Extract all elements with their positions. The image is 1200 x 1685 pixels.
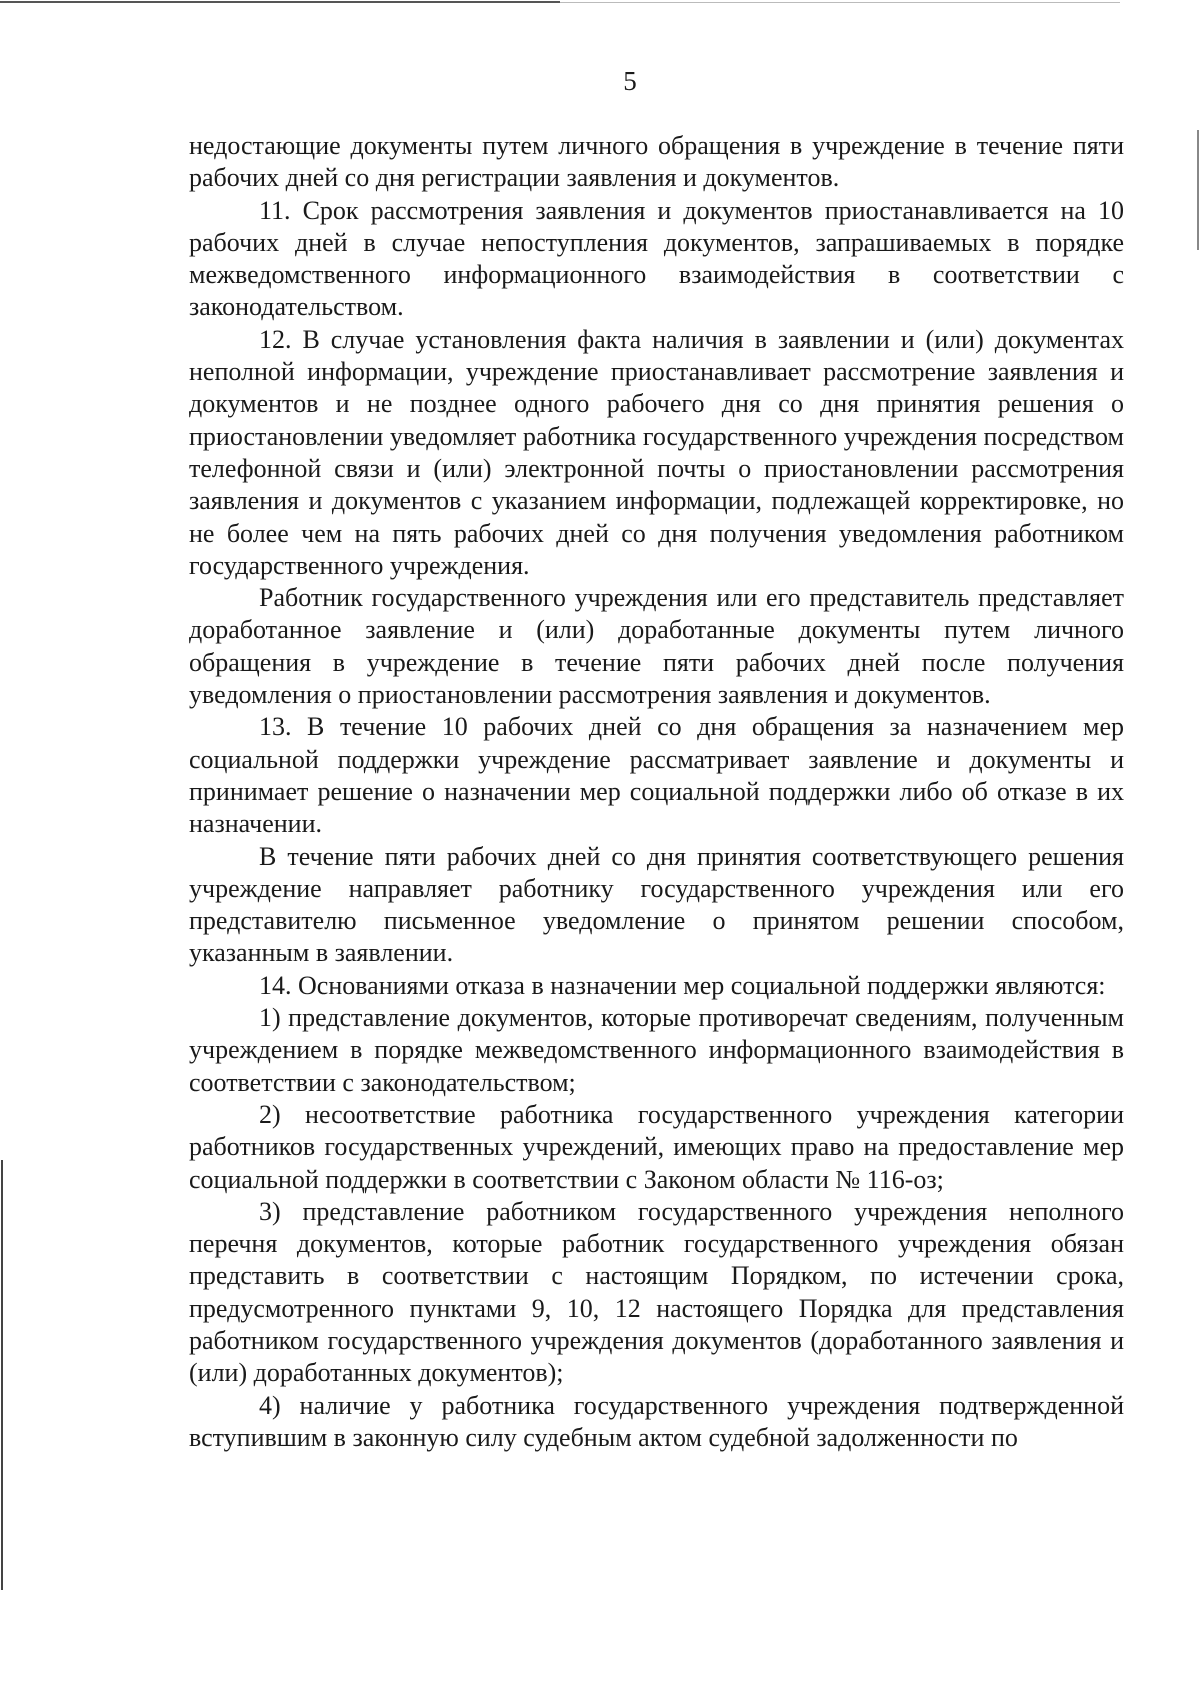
scan-edge-right bbox=[1197, 130, 1199, 250]
document-body bbox=[189, 130, 1124, 1454]
paragraph: Работник государственного учреждения или его представитель представляет доработанное заявление и (или) доработанные документы путем личного обращения в учреждение в течение пяти рабочих дней после получения уведомления о приостановлении рассмотрения заявления и документов. bbox=[189, 583, 1124, 710]
list-item: 1) представление документов, которые противоречат сведениям, полученным учреждением в порядке межведомственного информационного взаимодействия в соответствии с законодательством; bbox=[189, 1003, 1124, 1097]
list-item: 4) наличие у работника государственного учреждения подтвержденной вступившим в законную силу судебным актом судебной задолженности по bbox=[189, 1390, 1124, 1452]
paragraph: В течение пяти рабочих дней со дня принятия соответствующего решения учреждение направляет работнику государственного учреждения или его представителю письменное уведомление о принятом решении способом, указанным в заявлении. bbox=[189, 841, 1124, 968]
scan-edge-top bbox=[0, 1, 560, 3]
paragraph: недостающие документы путем личного обращения в учреждение в течение пяти рабочих дней со дня регистрации заявления и документов. bbox=[189, 131, 1124, 193]
scan-edge-left bbox=[1, 1160, 3, 1590]
scan-edge-top-faint bbox=[560, 2, 1120, 3]
list-item: 2) несоответствие работника государственного учреждения категории работников государственных учреждений, имеющих право на предоставление мер социальной поддержки в соответствии с Законом области № 116-оз; bbox=[189, 1099, 1124, 1194]
paragraph: 14. Основаниями отказа в назначении мер социальной поддержки являются: bbox=[259, 970, 1106, 1000]
page-number: 5 bbox=[623, 66, 637, 96]
paragraph: 12. В случае установления факта наличия в заявлении и (или) документах неполной информации, учреждение приостанавливает рассмотрение заявления и документов и не позднее одного рабочего дня со дня принятия решения о приостановлении уведомляет работника государственного учреждения посредством телефонной связи и (или) электронной почты о приостановлении рассмотрения заявления и документов с указанием информации, подлежащей корректировке, но не более чем на пять рабочих дней со дня получения уведомления работником государственного учреждения. bbox=[189, 324, 1124, 580]
paragraph: 13. В течение 10 рабочих дней со дня обращения за назначением мер социальной поддержки учреждение рассматривает заявление и документы и принимает решение о назначении мер социальной поддержки либо об отказе в их назначении. bbox=[189, 712, 1124, 839]
paragraph: 11. Срок рассмотрения заявления и документов приостанавливается на 10 рабочих дней в случае непоступления документов, запрашиваемых в порядке межведомственного информационного взаимодействия в соответствии с законодательством. bbox=[189, 195, 1124, 322]
list-item: 3) представление работником государственного учреждения неполного перечня документов, которые работник государственного учреждения обязан представить в соответствии с настоящим Порядком, по истечении срока, предусмотренного пунктами 9, 10, 12 настоящего Порядка для представления работником государственного учреждения документов (доработанного заявления и (или) доработанных документов); bbox=[189, 1196, 1124, 1388]
